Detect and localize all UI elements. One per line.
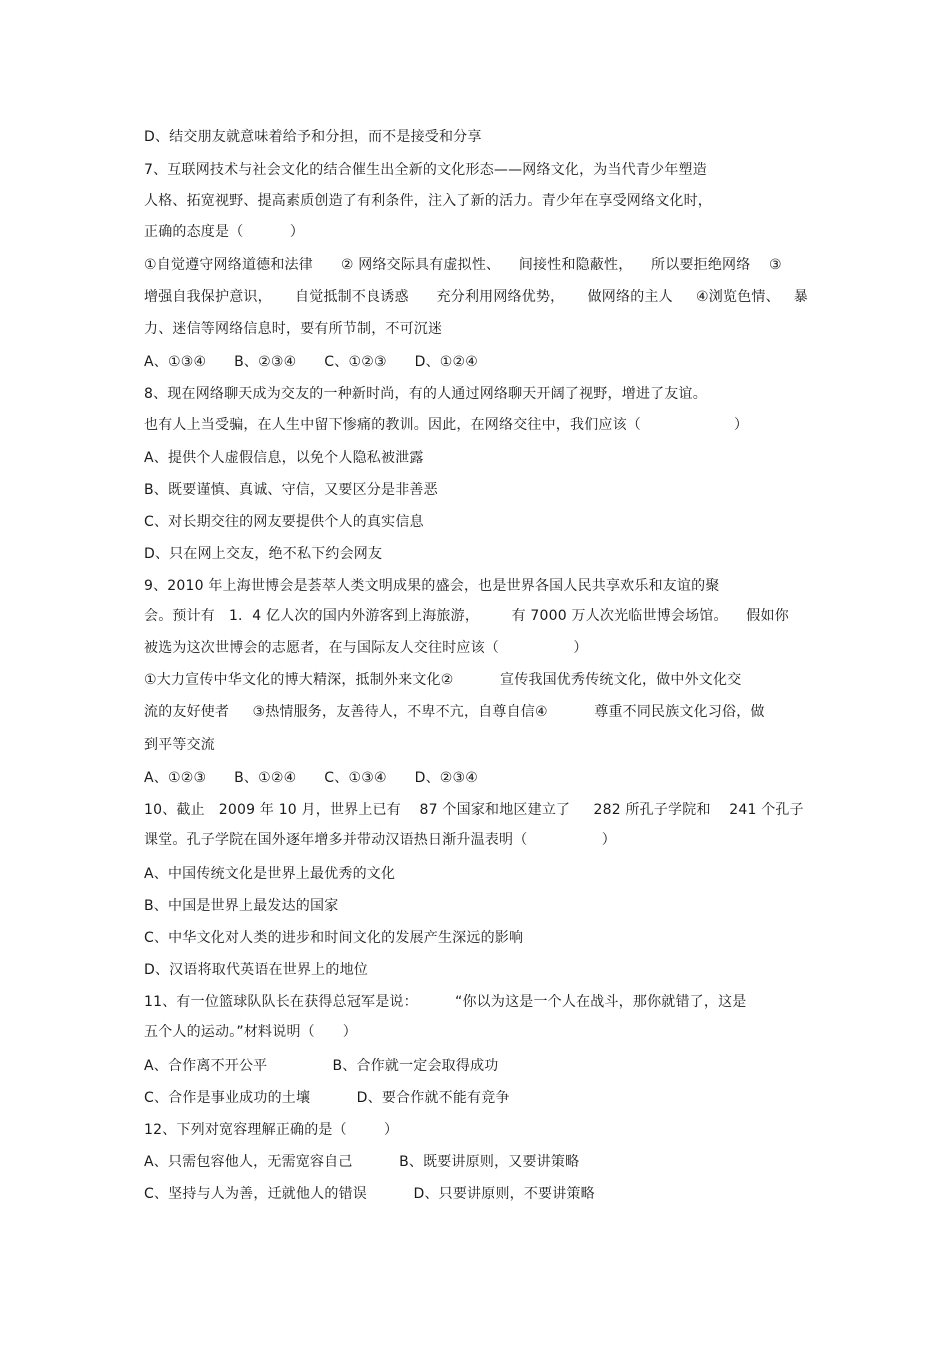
option-10d: D、汉语将取代英语在世界上的地位 xyxy=(144,962,368,978)
question-9-line-3: 被选为这次世博会的志愿者，在与国际友人交往时应该（ ） xyxy=(144,640,588,656)
question-12-stem: 12、下列对宽容理解正确的是（ ） xyxy=(144,1122,399,1138)
question-9-statements-line-1: ①大力宣传中华文化的博大精深，抵制外来文化② 宣传我国优秀传统文化，做中外文化交 xyxy=(144,672,742,688)
question-9-line-1: 9、2010 年上海世博会是荟萃人类文明成果的盛会，也是世界各国人民共享欢乐和友谊的聚 xyxy=(144,578,720,594)
question-7-line-3: 正确的态度是（ ） xyxy=(144,224,305,240)
question-11-options-2: C、合作是事业成功的土壤 D、要合作就不能有竞争 xyxy=(144,1090,510,1106)
question-9-line-2: 会。预计有 1．4 亿人次的国内外游客到上海旅游， 有 7000 万人次光临世博会场馆。 假如你 xyxy=(144,608,789,624)
option-10c: C、中华文化对人类的进步和时间文化的发展产生深远的影响 xyxy=(144,930,524,946)
question-7-line-2: 人格、拓宽视野、提高素质创造了有利条件，注入了新的活力。青少年在享受网络文化时， xyxy=(144,193,712,209)
question-12-options-2: C、坚持与人为善，迁就他人的错误 D、只要讲原则，不要讲策略 xyxy=(144,1186,595,1202)
question-8-line-2: 也有人上当受骗，在人生中留下惨痛的教训。因此，在网络交往中，我们应该（ ） xyxy=(144,417,749,433)
question-7-statements-line-1: ①自觉遵守网络道德和法律 ② 网络交际具有虚拟性、 间接性和隐蔽性， 所以要拒绝网络 ③ xyxy=(144,257,782,273)
question-9-statements-line-2: 流的友好使者 ③热情服务，友善待人，不卑不亢，自尊自信④ 尊重不同民族文化习俗，做 xyxy=(144,704,765,720)
question-11-options-1: A、合作离不开公平 B、合作就一定会取得成功 xyxy=(144,1058,499,1074)
question-12-options-1: A、只需包容他人，无需宽容自己 B、既要讲原则，又要讲策略 xyxy=(144,1154,580,1170)
option-10b: B、中国是世界上最发达的国家 xyxy=(144,898,339,914)
question-11-line-1: 11、有一位篮球队队长在获得总冠军是说： “你以为这是一个人在战斗，那你就错了，这是 xyxy=(144,994,747,1010)
question-7-statements-line-2: 增强自我保护意识， 自觉抵制不良诱惑 充分利用网络优势， 做网络的主人 ④浏览色情、 暴 xyxy=(144,289,808,305)
question-9-statements-line-3: 到平等交流 xyxy=(144,737,215,753)
question-10-line-1: 10、截止 2009 年 10 月，世界上已有 87 个国家和地区建立了 282 所孔子学院和 241 个孔子 xyxy=(144,802,804,818)
option-8a: A、提供个人虚假信息，以免个人隐私被泄露 xyxy=(144,450,424,466)
option-6d: D、结交朋友就意味着给予和分担，而不是接受和分享 xyxy=(144,129,482,145)
option-10a: A、中国传统文化是世界上最优秀的文化 xyxy=(144,866,396,882)
option-8d: D、只在网上交友，绝不私下约会网友 xyxy=(144,546,383,562)
question-7-statements-line-3: 力、迷信等网络信息时，要有所节制，不可沉迷 xyxy=(144,321,443,337)
question-11-line-2: 五个人的运动。”材料说明（ ） xyxy=(144,1024,357,1040)
option-8c: C、对长期交往的网友要提供个人的真实信息 xyxy=(144,514,424,530)
question-9-options: A、①②③ B、①②④ C、①③④ D、②③④ xyxy=(144,770,479,786)
question-10-line-2: 课堂。孔子学院在国外逐年增多并带动汉语热日渐升温表明（ ） xyxy=(144,832,617,848)
question-7-options: A、①③④ B、②③④ C、①②③ D、①②④ xyxy=(144,354,479,370)
option-8b: B、既要谨慎、真诚、守信，又要区分是非善恶 xyxy=(144,482,438,498)
question-8-line-1: 8、现在网络聊天成为交友的一种新时尚，有的人通过网络聊天开阔了视野，增进了友谊。 xyxy=(144,386,707,402)
question-7-line-1: 7、互联网技术与社会文化的结合催生出全新的文化形态——网络文化，为当代青少年塑造 xyxy=(144,162,707,178)
